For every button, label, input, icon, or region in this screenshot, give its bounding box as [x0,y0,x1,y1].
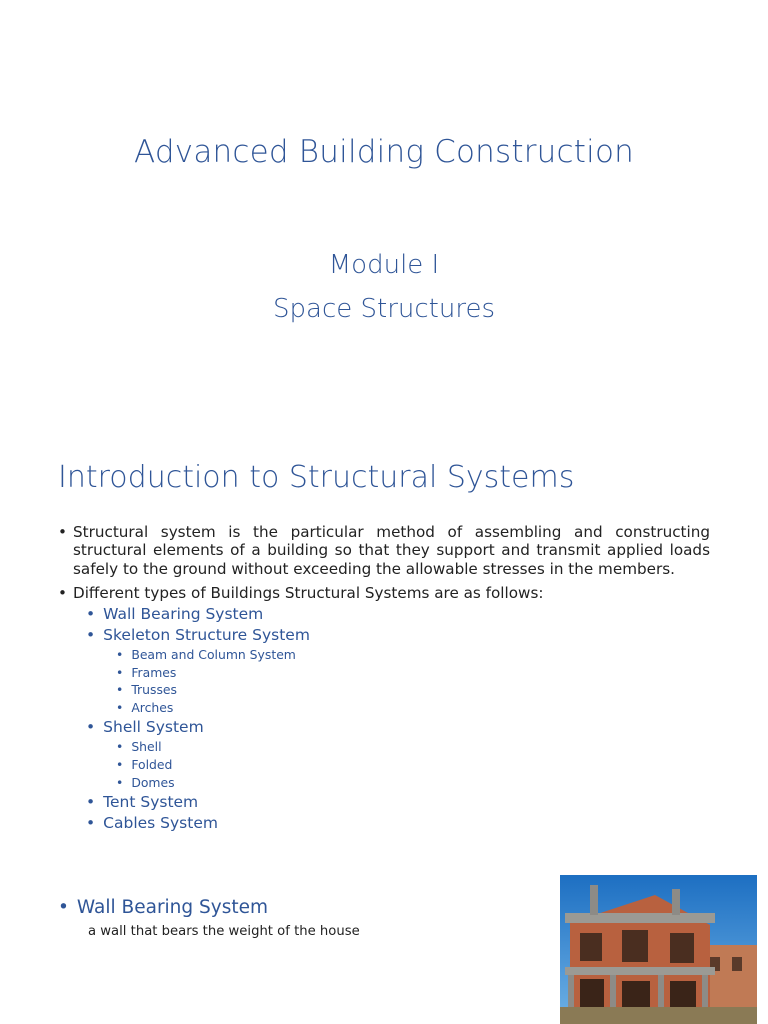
bullet-marker: • [116,682,124,697]
module-label: Module I [328,250,440,280]
sub-item-arches [116,700,173,716]
bullet-marker: • [116,775,124,790]
sub-item-domes [116,775,175,791]
system-item-cables [86,813,218,833]
system-label: Cables System [103,814,218,832]
sub-item-frames [116,665,176,681]
bullet-marker: • [58,584,67,602]
bullet-marker: • [116,647,124,662]
bullet-marker: • [86,626,96,644]
house-photo [560,875,757,1024]
sub-item-trusses [116,682,177,698]
sub-item-label: Trusses [131,682,177,697]
bullet-marker: • [116,700,124,715]
sub-item-label: Arches [131,700,174,715]
bullet-marker: • [116,665,124,680]
system-label: Wall Bearing System [103,605,264,623]
system-item-wall-bearing [86,604,263,624]
types-bullet [58,584,710,602]
sub-item-label: Beam and Column System [131,647,296,662]
system-item-shell [86,717,204,737]
sub-item-label: Frames [131,665,177,680]
wall-bearing-description: a wall that bears the weight of the house [88,924,360,939]
wall-bearing-heading-text: Wall Bearing System [76,897,269,918]
system-label: Shell System [103,718,204,736]
sub-item-shell [116,739,162,755]
page-title: Advanced Building Construction [134,134,634,170]
system-label: Tent System [103,793,199,811]
section-heading: Introduction to Structural Systems [58,460,575,495]
wall-bearing-heading [58,897,268,918]
bullet-marker: • [116,757,124,772]
intro-bullet [58,523,710,578]
bullet-text: Different types of Buildings Structural Systems are as follows: [73,584,544,602]
sub-item-label: Shell [131,739,162,754]
bullet-marker: • [86,793,96,811]
topic-label: Space Structures [273,294,495,324]
sub-item-beam-column [116,647,296,663]
bullet-marker: • [86,718,96,736]
bullet-marker: • [58,523,67,541]
sub-item-label: Folded [131,757,173,772]
sub-item-label: Domes [131,775,175,790]
system-item-tent [86,792,198,812]
sub-item-folded [116,757,172,773]
bullet-marker: • [86,605,96,623]
bullet-text: Structural system is the particular method of assembling and constructing structural elements of a building so that they support and transmit applied loads safely to the ground without exceeding the allowable stresses in the members. [73,523,710,578]
bullet-marker: • [116,739,124,754]
bullet-marker: • [58,897,69,918]
system-label: Skeleton Structure System [103,626,310,644]
bullet-marker: • [86,814,96,832]
system-item-skeleton [86,625,310,645]
